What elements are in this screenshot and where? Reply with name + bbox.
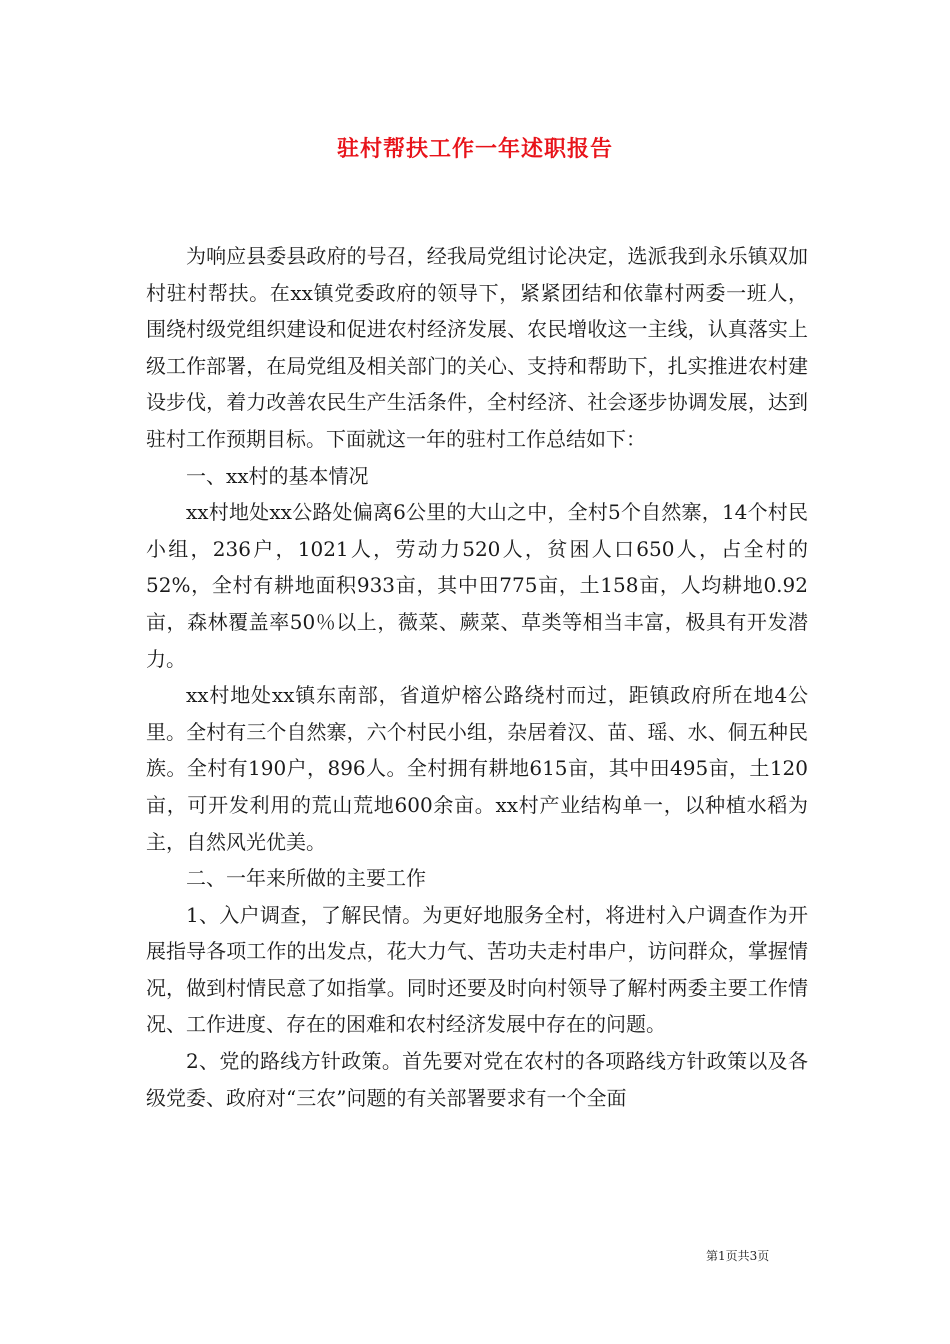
- section-heading-basic-info: 一、xx村的基本情况: [186, 463, 369, 488]
- basic-info-paragraph-1: xx村地处xx公路处偏离6公里的大山之中，全村5个自然寨，14个村民小组，236户，1021人，劳动力520人，贫困人口650人，占全村的52%，全村有耕地面积933亩，其中田775亩，土158亩，人均耕地0.92亩，森林覆盖率50％以上，薇菜、蕨菜、草类等相当丰富，极具有开发潜力。: [146, 500, 808, 671]
- document-title: 驻村帮扶工作一年述职报告: [336, 136, 613, 162]
- intro-paragraph: 为响应县委县政府的号召，经我局党组讨论决定，选派我到永乐镇双加村驻村帮扶。在xx镇党委政府的领导下，紧紧团结和依靠村两委一班人，围绕村级党组织建设和促进农村经济发展、农民增收这一主线，认真落实上级工作部署，在局党组及相关部门的关心、支持和帮助下，扎实推进农村建设步伐，着力改善农民生产生活条件，全村经济、社会逐步协调发展，达到驻村工作预期目标。下面就这一年的驻村工作总结如下：: [146, 244, 808, 451]
- work-item-2-paragraph: 2、党的路线方针政策。首先要对党在农村的各项路线方针政策以及各级党委、政府对“三农”问题的有关部署要求有一个全面: [146, 1049, 808, 1110]
- work-item-1-paragraph: 1、入户调查，了解民情。为更好地服务全村，将进村入户调查作为开展指导各项工作的出发点，花大力气、苦功夫走村串户，访问群众，掌握情况，做到村情民意了如指掌。同时还要及时向村领导了解村两委主要工作情况、工作进度、存在的困难和农村经济发展中存在的问题。: [146, 902, 808, 1037]
- section-heading-main-work: 二、一年来所做的主要工作: [186, 866, 426, 891]
- basic-info-paragraph-2: xx村地处xx镇东南部，省道炉榕公路绕村而过，距镇政府所在地4公里。全村有三个自然寨，六个村民小组，杂居着汉、苗、瑶、水、侗五种民族。全村有190户，896人。全村拥有耕地615亩，其中田495亩，土120亩，可开发利用的荒山荒地600余亩。xx村产业结构单一，以种植水稻为主，自然风光优美。: [146, 683, 808, 854]
- document-body: [146, 238, 808, 1116]
- page-number-footer: 第1页共3页: [706, 1249, 770, 1263]
